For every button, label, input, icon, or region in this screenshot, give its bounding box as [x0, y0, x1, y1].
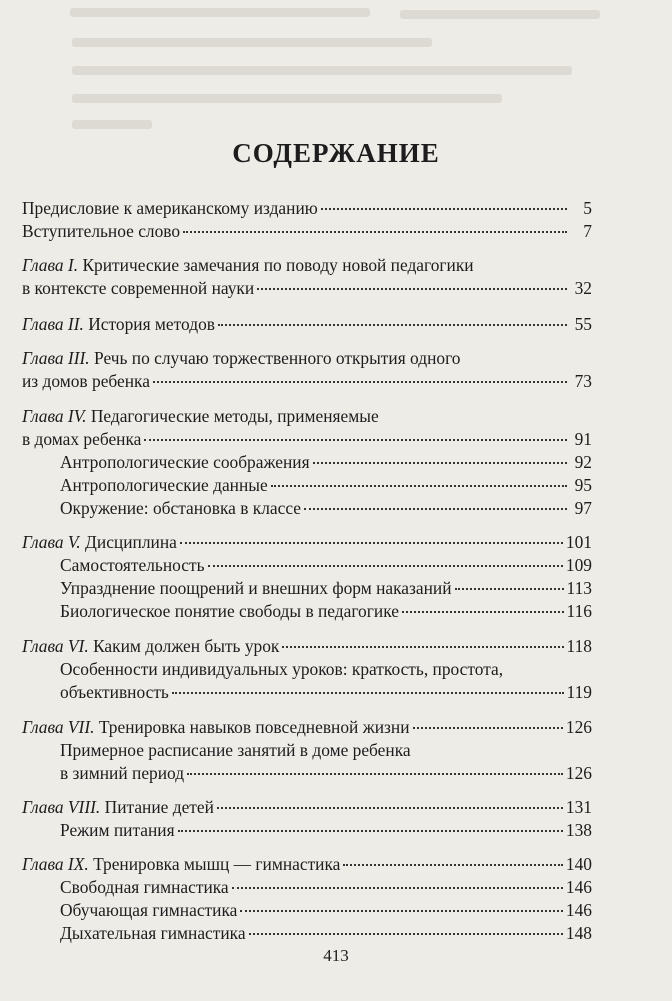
dot-leader	[402, 611, 564, 613]
toc-entry-ch1-line1	[22, 253, 474, 277]
entry-label: Обучающая гимнастика	[60, 900, 238, 920]
dot-leader	[240, 910, 563, 912]
page-ref: 113	[566, 578, 592, 598]
dot-leader	[180, 542, 563, 544]
chapter-number: Глава I.	[22, 255, 79, 275]
entry-label: Антропологические данные	[60, 475, 268, 495]
toc-entry-ch3	[22, 369, 592, 393]
toc-subentry	[60, 496, 592, 520]
chapter-number: Глава VIII.	[22, 797, 101, 817]
toc-entry-ch1	[22, 276, 592, 300]
toc-subentry-line1	[60, 738, 411, 762]
page-ref: 32	[574, 278, 592, 298]
page-ref: 148	[565, 923, 592, 943]
chapter-number: Глава VII.	[22, 717, 95, 737]
dot-leader	[321, 208, 567, 210]
chapter-number: Глава V.	[22, 532, 81, 552]
entry-label: Режим питания	[60, 820, 175, 840]
page-ref: 101	[565, 532, 592, 552]
toc-entry-intro	[22, 219, 592, 243]
toc-subentry	[60, 921, 592, 945]
page-ref: 119	[566, 682, 592, 702]
page-ref: 92	[574, 452, 592, 472]
entry-label: История методов	[88, 314, 215, 334]
entry-label: Биологическое понятие свободы в педагогике	[60, 601, 399, 621]
toc-entry-ch9	[22, 852, 592, 876]
dot-leader	[271, 485, 567, 487]
toc-subentry-line1	[60, 657, 503, 681]
page-ref: 118	[566, 636, 592, 656]
page-ref: 95	[574, 475, 592, 495]
entry-label: в контексте современной науки	[22, 278, 255, 298]
entry-label: из домов ребенка	[22, 371, 150, 391]
page-ref: 91	[574, 429, 592, 449]
dot-leader	[313, 462, 567, 464]
page-ref: 7	[583, 221, 592, 241]
entry-label: Самостоятельность	[60, 555, 205, 575]
dot-leader	[178, 830, 563, 832]
page-ref: 109	[565, 555, 592, 575]
toc-entry-ch6	[22, 634, 592, 658]
page-ref: 146	[565, 900, 592, 920]
dot-leader	[232, 887, 563, 889]
entry-label: Дыхательная гимнастика	[60, 923, 246, 943]
dot-leader	[304, 508, 567, 510]
toc-entry-ch8	[22, 795, 592, 819]
entry-label: в зимний период	[60, 763, 185, 783]
entry-label: Предисловие к американскому изданию	[22, 198, 318, 218]
page-ref: 5	[583, 198, 592, 218]
entry-label: Каким должен быть урок	[93, 636, 280, 656]
entry-label: Педагогические методы, применяемые	[90, 406, 379, 426]
entry-label: Упразднение поощрений и внешних форм наказаний	[60, 578, 452, 598]
dot-leader	[153, 381, 567, 383]
page-number: 413	[323, 946, 349, 965]
chapter-number: Глава II.	[22, 314, 84, 334]
dot-leader	[217, 807, 563, 809]
toc-entry-ch3-line1	[22, 346, 461, 370]
entry-label: объективность	[60, 682, 169, 702]
page-ref: 131	[565, 797, 592, 817]
dot-leader	[172, 692, 564, 694]
page-title: СОДЕРЖАНИЕ	[232, 138, 440, 168]
toc-entry-ch7	[22, 715, 592, 739]
entry-label: Примерное расписание занятий в доме ребенка	[60, 740, 411, 760]
page-ref: 73	[574, 371, 592, 391]
toc-subentry	[60, 473, 592, 497]
entry-label: Критические замечания по поводу новой педагогики	[82, 255, 474, 275]
toc-entry-preface	[22, 196, 592, 220]
page-ref: 138	[565, 820, 592, 840]
chapter-number: Глава IX.	[22, 854, 89, 874]
entry-label: Особенности индивидуальных уроков: краткость, простота,	[60, 659, 504, 679]
toc-subentry	[60, 553, 592, 577]
page-ref: 140	[565, 854, 592, 874]
toc-subentry	[60, 450, 592, 474]
toc-subentry	[60, 680, 592, 704]
dot-leader	[413, 727, 563, 729]
entry-label: Дисциплина	[85, 532, 177, 552]
page-ref: 55	[574, 314, 592, 334]
dot-leader	[144, 439, 567, 441]
toc-subentry	[60, 599, 592, 623]
toc-subentry	[60, 875, 592, 899]
toc-entry-ch4-line1	[22, 404, 379, 428]
entry-label: Питание детей	[104, 797, 214, 817]
toc-subentry	[60, 761, 592, 785]
entry-label: Речь по случаю торжественного открытия одного	[94, 348, 461, 368]
entry-label: Антропологические соображения	[60, 452, 310, 472]
toc-subentry	[60, 898, 592, 922]
dot-leader	[208, 565, 563, 567]
dot-leader	[455, 588, 564, 590]
dot-leader	[249, 933, 563, 935]
page-ref: 97	[574, 498, 592, 518]
page-ref: 126	[565, 763, 592, 783]
entry-label: Вступительное слово	[22, 221, 181, 241]
toc-entry-ch4	[22, 427, 592, 451]
chapter-number: Глава IV.	[22, 406, 87, 426]
chapter-number: Глава III.	[22, 348, 90, 368]
toc-entry-ch5	[22, 530, 592, 554]
dot-leader	[183, 231, 567, 233]
dot-leader	[282, 646, 563, 648]
show-through-text	[0, 0, 672, 140]
entry-label: в домах ребенка	[22, 429, 142, 449]
dot-leader	[187, 773, 563, 775]
page-ref: 116	[566, 601, 592, 621]
entry-label: Окружение: обстановка в классе	[60, 498, 301, 518]
page-ref: 146	[565, 877, 592, 897]
chapter-number: Глава VI.	[22, 636, 89, 656]
dot-leader	[343, 864, 563, 866]
page-ref: 126	[565, 717, 592, 737]
entry-label: Свободная гимнастика	[60, 877, 229, 897]
dot-leader	[218, 324, 567, 326]
entry-label: Тренировка навыков повседневной жизни	[98, 717, 410, 737]
entry-label: Тренировка мышц — гимнастика	[93, 854, 341, 874]
toc-subentry	[60, 576, 592, 600]
toc-subentry	[60, 818, 592, 842]
toc-entry-ch2	[22, 312, 592, 336]
dot-leader	[257, 288, 567, 290]
